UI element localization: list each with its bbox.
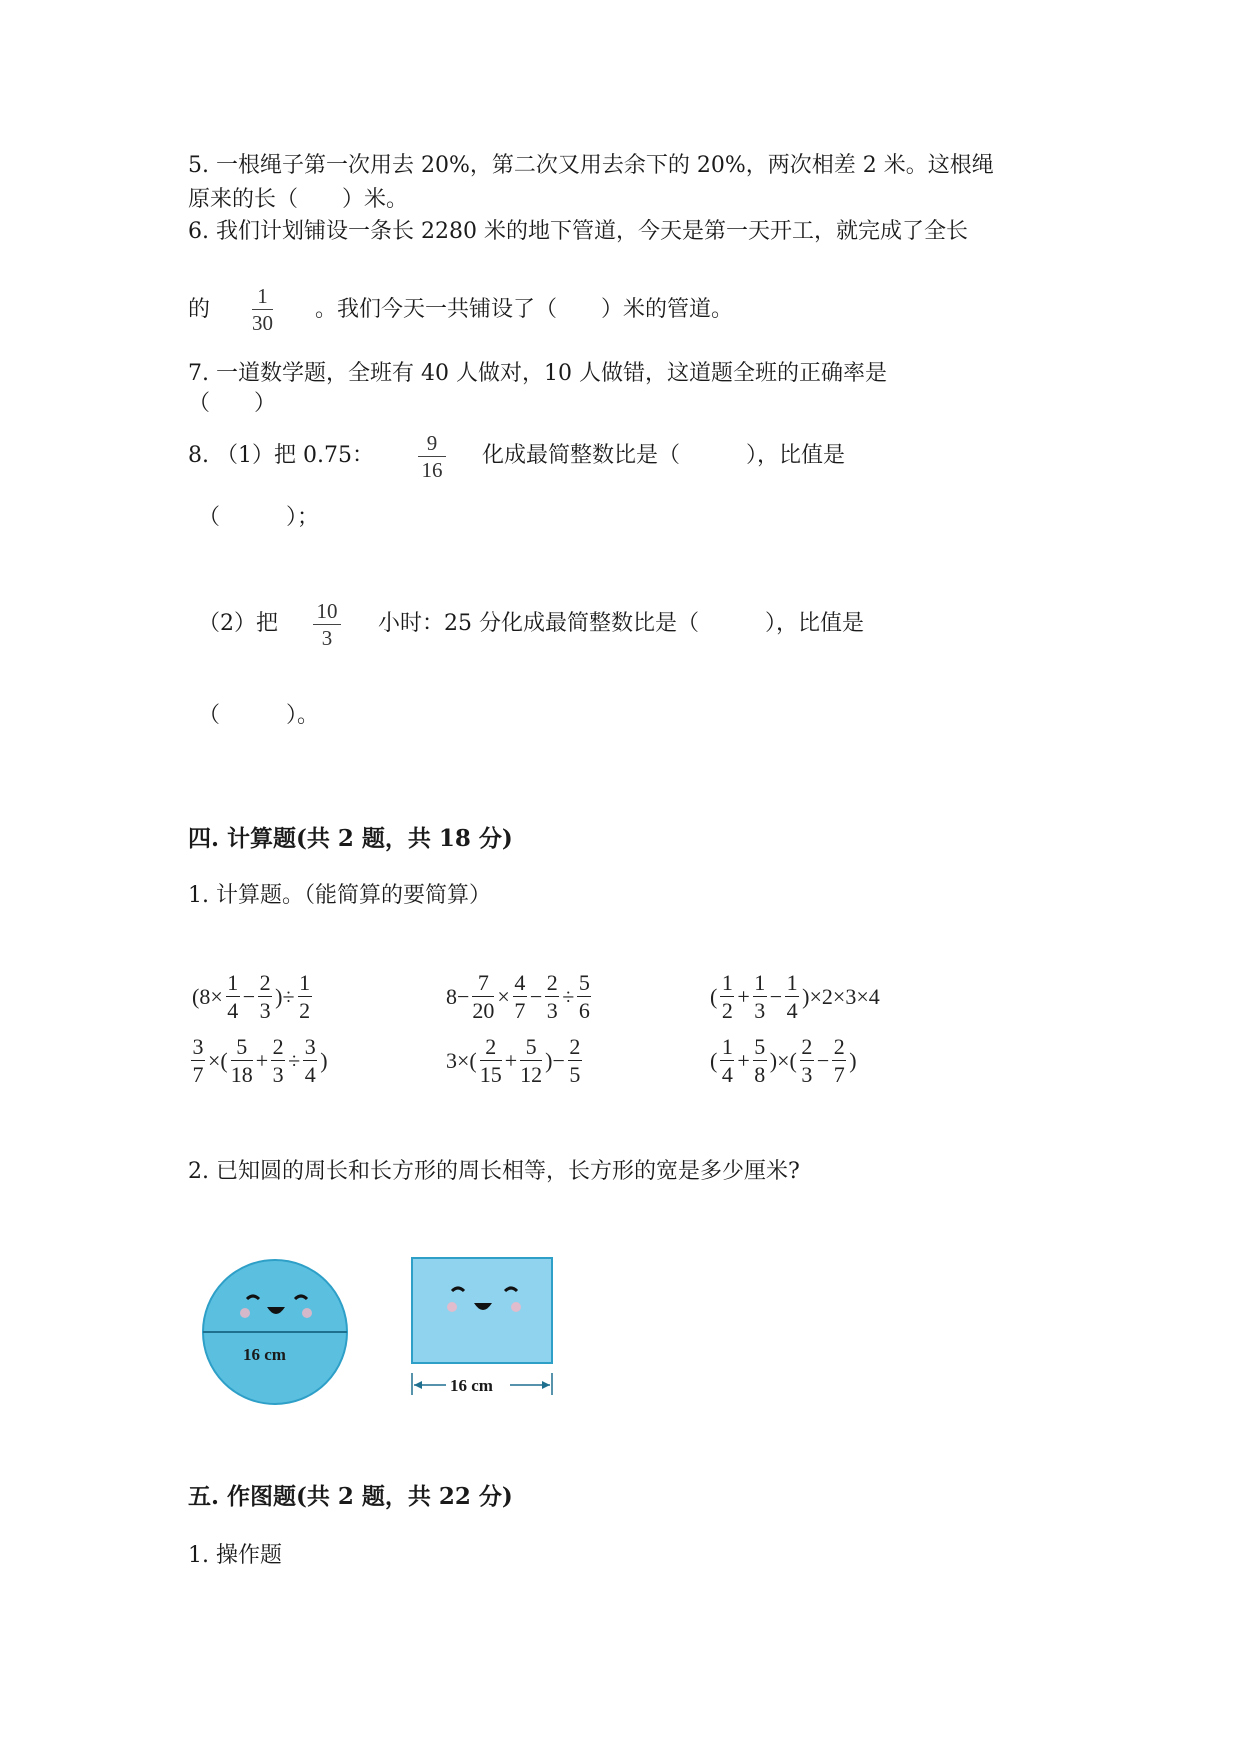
- math-expr-5: [444, 1034, 583, 1088]
- math-operator: ): [849, 1047, 857, 1073]
- math-denominator: 6: [578, 998, 590, 1024]
- math-operator: (: [710, 1047, 718, 1073]
- math-fraction: [545, 970, 559, 1024]
- math-denominator: 2: [299, 998, 311, 1024]
- q8-p1-frac-num: 9: [426, 431, 438, 455]
- math-fraction: [568, 1034, 582, 1088]
- section4-q1: 1. 计算题。（能简算的要简算）: [188, 883, 491, 908]
- math-operator: (: [710, 983, 718, 1009]
- math-numerator: 2: [833, 1034, 845, 1059]
- rectangle-label: 16 cm: [450, 1376, 493, 1395]
- math-operator: +: [737, 1047, 750, 1073]
- math-denominator: 5: [569, 1062, 581, 1088]
- math-expr-3: [708, 970, 882, 1024]
- math-fraction: [303, 1034, 317, 1088]
- math-fraction: [271, 1034, 285, 1088]
- math-numerator: 2: [569, 1034, 581, 1059]
- q8-p1-suffix: 化成最简整数比是（ ），比值是: [482, 443, 846, 468]
- math-denominator: 4: [786, 998, 798, 1024]
- math-operator: 3×(: [446, 1047, 477, 1073]
- section4-title: 四. 计算题(共 2 题，共 18 分): [188, 825, 513, 852]
- q7-line2: （ ）: [188, 391, 277, 416]
- section4-q2: 2. 已知圆的周长和长方形的周长相等，长方形的宽是多少厘米?: [188, 1159, 800, 1184]
- math-numerator: 1: [786, 970, 798, 995]
- section5-q1: 1. 操作题: [188, 1543, 282, 1568]
- math-denominator: 4: [721, 1062, 733, 1088]
- math-fraction: [753, 1034, 767, 1088]
- math-operator: ÷: [288, 1047, 301, 1073]
- math-denominator: 15: [479, 1062, 502, 1088]
- math-fraction: [577, 970, 591, 1024]
- math-denominator: 8: [754, 1062, 766, 1088]
- math-numerator: 2: [272, 1034, 284, 1059]
- q8-p1-frac-den: 16: [421, 458, 443, 483]
- math-fraction: [230, 1034, 253, 1088]
- math-denominator: 12: [520, 1062, 543, 1088]
- math-denominator: 20: [472, 998, 495, 1024]
- math-numerator: 2: [259, 970, 271, 995]
- section5-title: 五. 作图题(共 2 题，共 22 分): [188, 1483, 513, 1510]
- math-denominator: 18: [230, 1062, 253, 1088]
- math-numerator: 5: [236, 1034, 248, 1059]
- math-numerator: 1: [227, 970, 239, 995]
- math-operator: +: [255, 1047, 269, 1073]
- math-denominator: 3: [801, 1062, 813, 1088]
- math-fraction: [753, 970, 767, 1024]
- math-operator: ): [320, 1047, 328, 1073]
- math-numerator: 1: [721, 970, 733, 995]
- math-operator: ×(: [208, 1047, 228, 1073]
- math-denominator: 3: [259, 998, 271, 1024]
- math-fraction: [191, 1034, 205, 1088]
- math-fraction: [298, 970, 312, 1024]
- q7-line1: 7. 一道数学题，全班有 40 人做对，10 人做错，这道题全班的正确率是: [188, 361, 887, 386]
- math-operator: −: [769, 983, 783, 1009]
- math-fraction: [513, 970, 527, 1024]
- math-fraction: [479, 1034, 502, 1088]
- math-numerator: 5: [525, 1034, 537, 1059]
- q8-p1-fraction: [418, 432, 446, 481]
- math-expr-6: [708, 1034, 859, 1088]
- circle-figure: [195, 1255, 365, 1405]
- math-operator: )×(: [769, 1047, 797, 1073]
- q8-p2-blank: （ ）。: [198, 703, 320, 728]
- math-fraction: [472, 970, 495, 1024]
- math-numerator: 4: [514, 970, 526, 995]
- math-denominator: 4: [227, 998, 239, 1024]
- q6-prefix: 的: [188, 297, 211, 322]
- math-numerator: 7: [477, 970, 489, 995]
- q5-line2: 原来的长（ ）米。: [188, 187, 409, 212]
- math-expr-1: [190, 970, 313, 1024]
- math-denominator: 4: [304, 1062, 316, 1088]
- q6-frac-num: 1: [257, 284, 268, 308]
- math-operator: +: [737, 983, 750, 1009]
- q8-p2-frac-den: 3: [321, 626, 333, 651]
- math-operator: −: [242, 983, 256, 1009]
- q5-line1: 5. 一根绳子第一次用去 20%，第二次又用去余下的 20%，两次相差 2 米。这根绳: [188, 153, 994, 178]
- math-numerator: 2: [546, 970, 558, 995]
- math-fraction: [226, 970, 240, 1024]
- math-fraction: [800, 1034, 814, 1088]
- math-numerator: 2: [801, 1034, 813, 1059]
- rectangle-shape: [412, 1258, 552, 1363]
- math-operator: 8−: [446, 983, 470, 1009]
- math-expr-2: [444, 970, 592, 1024]
- math-denominator: 3: [754, 998, 766, 1024]
- math-numerator: 5: [578, 970, 590, 995]
- math-numerator: 1: [721, 1034, 733, 1059]
- q8-p2-fraction: [313, 600, 341, 649]
- math-denominator: 7: [192, 1062, 204, 1088]
- math-denominator: 3: [546, 998, 558, 1024]
- q6-frac-den: 30: [252, 311, 273, 336]
- rectangle-figure: [410, 1255, 560, 1405]
- math-expr-4: [190, 1034, 330, 1088]
- q6-fraction: [252, 285, 273, 334]
- math-fraction: [832, 1034, 846, 1088]
- math-fraction: [785, 970, 799, 1024]
- q6-line1: 6. 我们计划铺设一条长 2280 米的地下管道，今天是第一天开工，就完成了全长: [188, 219, 968, 244]
- math-operator: )−: [545, 1047, 565, 1073]
- math-denominator: 7: [514, 998, 526, 1024]
- q8-p2-prefix: （2）把: [198, 611, 278, 636]
- circle-label: 16 cm: [243, 1345, 286, 1364]
- math-numerator: 5: [754, 1034, 766, 1059]
- math-fraction: [258, 970, 272, 1024]
- q8-p1-prefix: 8. （1）把 0.75：: [188, 443, 374, 468]
- math-fraction: [520, 1034, 543, 1088]
- math-denominator: 7: [833, 1062, 845, 1088]
- math-numerator: 1: [299, 970, 311, 995]
- math-operator: (8×: [192, 983, 223, 1009]
- math-fraction: [720, 1034, 734, 1088]
- math-numerator: 3: [192, 1034, 204, 1059]
- q6-suffix: 。我们今天一共铺设了（ ）米的管道。: [315, 297, 734, 322]
- math-operator: −: [816, 1047, 830, 1073]
- math-operator: +: [504, 1047, 518, 1073]
- math-numerator: 3: [304, 1034, 316, 1059]
- math-numerator: 1: [754, 970, 766, 995]
- math-operator: −: [529, 983, 543, 1009]
- math-numerator: 2: [485, 1034, 497, 1059]
- math-fraction: [720, 970, 734, 1024]
- math-operator: )÷: [275, 983, 295, 1009]
- math-operator: )×2×3×4: [802, 983, 880, 1009]
- q8-p2-frac-num: 10: [316, 599, 338, 623]
- math-operator: ×: [497, 983, 510, 1009]
- math-operator: ÷: [562, 983, 575, 1009]
- q8-p1-blank: （ ）；: [198, 505, 320, 530]
- q8-p2-suffix: 小时：25 分化成最简整数比是（ ），比值是: [378, 611, 864, 636]
- math-denominator: 3: [272, 1062, 284, 1088]
- math-denominator: 2: [721, 998, 733, 1024]
